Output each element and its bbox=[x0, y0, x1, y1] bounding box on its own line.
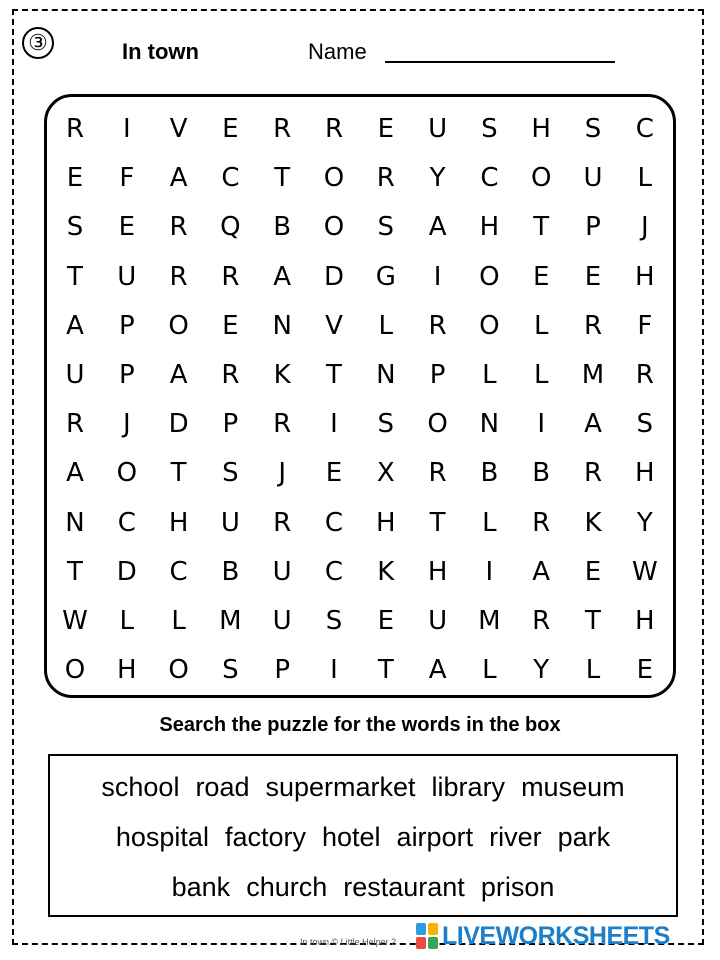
grid-letter[interactable]: B bbox=[532, 458, 551, 489]
grid-letter[interactable]: P bbox=[118, 360, 135, 390]
word-bank-word: road bbox=[195, 772, 250, 802]
grid-row bbox=[47, 302, 673, 351]
grid-letter[interactable]: S bbox=[325, 606, 343, 636]
grid-letter[interactable]: U bbox=[272, 606, 292, 636]
grid-letter[interactable]: S bbox=[584, 114, 602, 144]
grid-row bbox=[47, 400, 673, 449]
grid-letter[interactable]: T bbox=[170, 458, 187, 489]
grid-letter[interactable]: R bbox=[532, 606, 551, 636]
word-bank-word: bank bbox=[171, 872, 231, 902]
grid-row bbox=[47, 646, 673, 695]
grid-letter[interactable]: P bbox=[429, 360, 446, 390]
grid-letter[interactable]: L bbox=[378, 310, 394, 341]
grid-letter[interactable]: L bbox=[533, 310, 549, 341]
grid-letter[interactable]: O bbox=[168, 655, 189, 686]
grid-letter[interactable]: T bbox=[377, 655, 394, 686]
word-bank-word: airport bbox=[396, 822, 474, 852]
grid-letter[interactable]: R bbox=[221, 261, 240, 292]
grid-letter[interactable]: U bbox=[272, 556, 292, 587]
grid-letter[interactable]: E bbox=[377, 114, 395, 144]
grid-letter[interactable]: R bbox=[376, 163, 395, 194]
grid-letter[interactable]: P bbox=[222, 409, 239, 440]
instruction: Search the puzzle for the words in the box bbox=[159, 714, 561, 736]
grid-letter[interactable]: A bbox=[66, 458, 84, 489]
grid-letter[interactable]: S bbox=[377, 409, 395, 440]
grid-letter[interactable]: A bbox=[532, 556, 551, 587]
grid-letter[interactable]: F bbox=[637, 310, 653, 341]
grid-letter[interactable]: I bbox=[433, 261, 442, 292]
grid-letter[interactable]: H bbox=[117, 655, 137, 686]
grid-letter[interactable]: T bbox=[274, 163, 291, 194]
word-bank-word: restaurant bbox=[343, 872, 465, 902]
grid-letter[interactable]: T bbox=[326, 360, 342, 390]
grid-letter[interactable]: A bbox=[428, 212, 447, 243]
word-bank-word: hospital bbox=[115, 822, 209, 852]
grid-letter[interactable]: R bbox=[65, 409, 85, 440]
grid-letter[interactable]: L bbox=[482, 655, 497, 686]
grid-letter[interactable]: R bbox=[273, 507, 292, 538]
grid-letter[interactable]: N bbox=[376, 360, 396, 390]
grid-row bbox=[47, 253, 673, 302]
worksheet-title: In town bbox=[122, 39, 199, 64]
grid-letter[interactable]: L bbox=[482, 507, 497, 538]
grid-letter[interactable]: J bbox=[278, 458, 287, 489]
grid-letter[interactable]: R bbox=[635, 360, 654, 390]
grid-letter[interactable]: O bbox=[168, 310, 189, 341]
grid-letter[interactable]: O bbox=[116, 458, 138, 489]
grid-letter[interactable]: B bbox=[221, 556, 240, 587]
grid-letter[interactable]: T bbox=[67, 556, 83, 587]
grid-letter[interactable]: C bbox=[324, 507, 344, 538]
grid-letter[interactable]: R bbox=[324, 114, 344, 144]
grid-letter[interactable]: S bbox=[222, 655, 239, 686]
grid-letter[interactable]: K bbox=[377, 556, 395, 587]
grid-letter[interactable]: O bbox=[530, 163, 552, 194]
grid-letter[interactable]: S bbox=[222, 458, 239, 489]
grid-letter[interactable]: K bbox=[584, 507, 602, 538]
liveworksheets-icon bbox=[416, 923, 438, 949]
grid-letter[interactable]: C bbox=[221, 163, 240, 194]
grid-letter[interactable]: U bbox=[117, 261, 137, 292]
grid-letter[interactable]: M bbox=[478, 606, 501, 636]
word-bank-word: library bbox=[431, 772, 506, 802]
grid-letter[interactable]: Y bbox=[533, 655, 550, 686]
word-bank-word: hotel bbox=[321, 822, 381, 852]
grid-letter[interactable]: I bbox=[537, 409, 546, 440]
grid-row bbox=[47, 499, 673, 548]
grid-letter[interactable]: A bbox=[169, 360, 188, 390]
grid-letter[interactable]: P bbox=[118, 310, 135, 341]
grid-letter[interactable]: S bbox=[636, 409, 654, 440]
name-field[interactable] bbox=[385, 61, 615, 63]
grid-letter[interactable]: U bbox=[583, 163, 603, 194]
grid-letter[interactable]: T bbox=[67, 261, 83, 292]
word-bank-word: school bbox=[101, 772, 180, 802]
grid-letter[interactable]: H bbox=[635, 458, 655, 489]
logo-text: LIVEWORKSHEETS bbox=[442, 921, 670, 950]
name-label: Name bbox=[308, 39, 367, 64]
grid-letter[interactable]: E bbox=[325, 458, 343, 489]
grid-letter[interactable]: L bbox=[637, 163, 653, 194]
grid-letter[interactable]: R bbox=[428, 458, 447, 489]
grid-row bbox=[47, 154, 673, 203]
grid-letter[interactable]: E bbox=[584, 556, 602, 587]
grid-letter[interactable]: H bbox=[635, 606, 655, 636]
grid-letter[interactable]: D bbox=[116, 556, 137, 587]
grid-row bbox=[47, 597, 673, 646]
grid-letter[interactable]: M bbox=[219, 606, 242, 636]
grid-letter[interactable]: D bbox=[168, 409, 189, 440]
grid-letter[interactable]: A bbox=[169, 163, 188, 194]
grid-letter[interactable]: R bbox=[583, 458, 603, 489]
grid-letter[interactable]: I bbox=[485, 556, 494, 587]
grid-letter[interactable]: T bbox=[585, 606, 601, 636]
grid-letter[interactable]: Q bbox=[220, 212, 241, 243]
exercise-number: ③ bbox=[22, 27, 54, 59]
grid-letter[interactable]: H bbox=[427, 556, 448, 587]
logo-square bbox=[428, 923, 438, 935]
word-bank-row bbox=[50, 862, 676, 912]
grid-letter[interactable]: S bbox=[481, 114, 498, 144]
word-bank-word: river bbox=[489, 822, 542, 852]
grid-letter[interactable]: O bbox=[427, 409, 448, 440]
grid-row bbox=[47, 105, 673, 154]
grid-letter[interactable]: Y bbox=[429, 163, 446, 194]
grid-letter[interactable]: N bbox=[272, 310, 292, 341]
grid-letter[interactable]: H bbox=[531, 114, 551, 144]
grid-letter[interactable]: U bbox=[220, 507, 240, 538]
grid-letter[interactable]: L bbox=[585, 655, 601, 686]
grid-letter[interactable]: G bbox=[375, 261, 396, 292]
grid-letter[interactable]: R bbox=[273, 114, 292, 144]
word-bank-word: museum bbox=[521, 772, 625, 802]
grid-letter[interactable]: M bbox=[581, 360, 605, 390]
grid-letter[interactable]: R bbox=[221, 360, 240, 390]
grid-letter[interactable]: E bbox=[584, 261, 602, 292]
grid-letter[interactable]: K bbox=[273, 360, 291, 390]
grid-letter[interactable]: J bbox=[122, 409, 131, 440]
grid-letter[interactable]: I bbox=[122, 114, 131, 144]
grid-letter[interactable]: B bbox=[273, 212, 292, 243]
grid-letter[interactable]: F bbox=[119, 163, 135, 194]
grid-row bbox=[47, 449, 673, 498]
grid-letter[interactable]: A bbox=[273, 261, 292, 292]
logo-square bbox=[428, 937, 438, 949]
grid-letter[interactable]: P bbox=[585, 212, 601, 243]
grid-letter[interactable]: R bbox=[169, 212, 188, 243]
grid-letter[interactable]: H bbox=[479, 212, 500, 243]
grid-letter[interactable]: V bbox=[169, 114, 188, 144]
grid-letter[interactable]: T bbox=[429, 507, 446, 538]
logo-square bbox=[416, 937, 426, 949]
grid-letter[interactable]: O bbox=[479, 261, 500, 292]
word-bank-row bbox=[50, 762, 676, 812]
grid-letter[interactable]: C bbox=[635, 114, 654, 144]
grid-letter[interactable]: Y bbox=[636, 507, 653, 538]
word-search-grid[interactable] bbox=[44, 94, 676, 698]
grid-letter[interactable]: R bbox=[532, 507, 551, 538]
grid-letter[interactable]: V bbox=[325, 310, 343, 341]
grid-letter[interactable]: P bbox=[274, 655, 291, 686]
grid-letter[interactable]: R bbox=[65, 114, 85, 144]
grid-letter[interactable]: N bbox=[65, 507, 85, 538]
grid-letter[interactable]: E bbox=[118, 212, 136, 243]
grid-letter[interactable]: X bbox=[376, 458, 395, 489]
grid-row bbox=[47, 203, 673, 252]
word-bank-row bbox=[50, 812, 676, 862]
grid-letter[interactable]: E bbox=[377, 606, 395, 636]
grid-letter[interactable]: L bbox=[482, 360, 497, 390]
grid-letter[interactable]: O bbox=[323, 212, 345, 243]
grid-letter[interactable]: A bbox=[66, 310, 84, 341]
grid-letter[interactable]: C bbox=[480, 163, 499, 194]
grid-letter[interactable]: H bbox=[376, 507, 396, 538]
grid-letter[interactable]: I bbox=[330, 409, 338, 440]
grid-letter[interactable]: U bbox=[428, 114, 448, 144]
word-bank-word: supermarket bbox=[265, 772, 416, 802]
grid-row bbox=[47, 351, 673, 400]
logo-square bbox=[416, 923, 426, 935]
grid-letter[interactable]: C bbox=[324, 556, 344, 587]
grid-letter[interactable]: E bbox=[222, 310, 239, 341]
word-bank-word: factory bbox=[224, 822, 306, 852]
grid-letter[interactable]: E bbox=[636, 655, 654, 686]
grid-letter[interactable]: L bbox=[171, 606, 186, 636]
grid-letter[interactable]: D bbox=[323, 261, 345, 292]
grid-letter[interactable]: E bbox=[66, 163, 84, 194]
grid-letter[interactable]: S bbox=[66, 212, 84, 243]
grid-letter[interactable]: H bbox=[168, 507, 189, 538]
grid-letter[interactable]: S bbox=[377, 212, 395, 243]
grid-letter[interactable]: R bbox=[428, 310, 447, 341]
grid-letter[interactable]: O bbox=[479, 310, 500, 341]
footer-credit: In town © Little Helper 2 bbox=[300, 937, 397, 947]
grid-letter[interactable]: J bbox=[640, 212, 649, 243]
liveworksheets-logo[interactable] bbox=[416, 918, 716, 954]
grid-row bbox=[47, 548, 673, 597]
word-bank-word: park bbox=[557, 822, 611, 852]
grid-letter[interactable]: E bbox=[532, 261, 550, 292]
word-bank-word: church bbox=[246, 872, 328, 902]
word-bank bbox=[48, 754, 678, 917]
grid-letter[interactable]: R bbox=[169, 261, 188, 292]
grid-letter[interactable]: O bbox=[64, 655, 86, 686]
grid-letter[interactable]: A bbox=[584, 409, 602, 440]
grid-letter[interactable]: R bbox=[273, 409, 292, 440]
grid-letter[interactable]: O bbox=[323, 163, 345, 194]
word-bank-word: prison bbox=[480, 872, 555, 902]
grid-letter[interactable]: L bbox=[119, 606, 135, 636]
grid-letter[interactable]: U bbox=[428, 606, 448, 636]
grid-letter[interactable]: L bbox=[533, 360, 549, 390]
grid-letter[interactable]: T bbox=[533, 212, 550, 243]
grid-letter[interactable]: C bbox=[169, 556, 188, 587]
grid-letter[interactable]: N bbox=[479, 409, 500, 440]
grid-letter[interactable]: U bbox=[65, 360, 85, 390]
grid-letter[interactable]: W bbox=[62, 606, 88, 636]
grid-letter[interactable]: E bbox=[222, 114, 239, 144]
grid-letter[interactable]: H bbox=[635, 261, 655, 292]
grid-letter[interactable]: W bbox=[631, 556, 658, 587]
grid-letter[interactable]: C bbox=[117, 507, 136, 538]
grid-letter[interactable]: I bbox=[330, 655, 338, 686]
grid-letter[interactable]: R bbox=[583, 310, 603, 341]
grid-letter[interactable]: B bbox=[480, 458, 499, 489]
grid-letter[interactable]: A bbox=[428, 655, 447, 686]
